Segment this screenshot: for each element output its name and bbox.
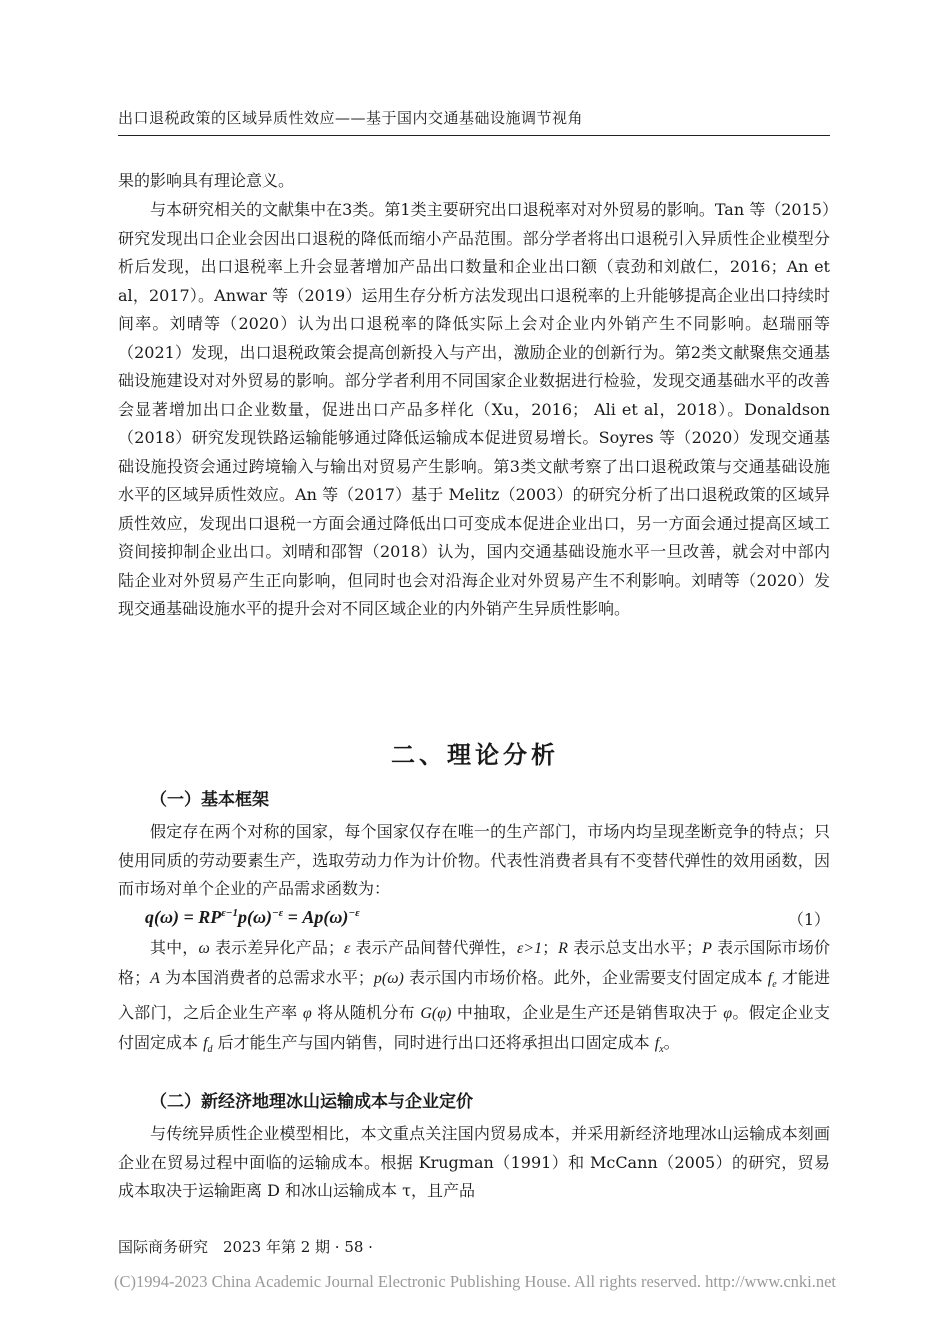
- paragraph-iceberg-cost: 与传统异质性企业模型相比，本文重点关注国内贸易成本，并采用新经济地理冰山运输成本刻画企业在贸易过程中面临的运输成本。根据 Krugman（1991）和 McCann（2005）的研究，贸易成本取决于运输距离 D 和冰山运输成本 τ，且产品: [118, 1124, 830, 1200]
- paragraph-assumptions: 假定存在两个对称的国家，每个国家仅存在唯一的生产部门，市场内均呈现垄断竞争的特点；只使用同质的劳动要素生产，选取劳动力作为计价物。代表性消费者具有不变替代弹性的效用函数，因而市场对单个企业的产品需求函数为：: [118, 822, 830, 898]
- paragraph-continuation: 果的影响具有理论意义。: [118, 171, 295, 190]
- subsection-title-basic-framework: （一）基本框架: [150, 790, 269, 810]
- demand-equation: [145, 907, 830, 928]
- copyright-watermark: (C)1994-2023 China Academic Journal Electronic Publishing House. All rights reserved. http://www.cnki.net: [113, 1272, 837, 1291]
- page-footer: 国际商务研究 2023 年第 2 期 · 58 ·: [118, 1238, 373, 1256]
- running-head-title: 出口退税政策的区域异质性效应——基于国内交通基础设施调节视角: [118, 109, 584, 127]
- section-title-theory: 二、理论分析: [391, 741, 559, 769]
- paragraph-literature-review: 与本研究相关的文献集中在3类。第1类主要研究出口退税率对对外贸易的影响。Tan 等（2015）研究发现出口企业会因出口退税的降低而缩小产品范围。部分学者将出口退税引入异质性企业模型分析后发现，出口退税率上升会显著增加产品出口数量和企业出口额（袁劲和刘啟仁，2016；An et al，2017）。Anwar 等（2019）运用生存分析方法发现出口退税率的上升能够提高企业出口持续时间率。刘晴等（2020）认为出口退税率的降低实际上会对企业内外销产生不同影响。赵瑞丽等（2021）发现，出口退税政策会提高创新投入与产出，激励企业的创新行为。第2类文献聚焦交通基础设施建设对对外贸易的影响。部分学者利用不同国家企业数据进行检验，发现交通基础水平的改善会显著增加出口企业数量，促进出口产品多样化（Xu，2016； Ali et al，2018）。Donaldson（2018）研究发现铁路运输能够通过降低运输成本促进贸易增长。Soyres 等（2020）发现交通基础设施投资会通过跨境输入与输出对贸易产生影响。第3类文献考察了出口退税政策与交通基础设施水平的区域异质性效应。An 等（2017）基于 Melitz（2003）的研究分析了出口退税政策的区域异质性效应，发现出口退税一方面会通过降低出口可变成本促进企业出口，另一方面会通过提高区域工资间接抑制企业出口。刘晴和邵智（2018）认为，国内交通基础设施水平一旦改善，就会对中部内陆企业对外贸易产生正向影响，但同时也会对沿海企业对外贸易产生不利影响。刘晴等（2020）发现交通基础设施水平的提升会对不同区域企业的内外销产生异质性影响。: [118, 200, 830, 618]
- equation-number: （1）: [787, 910, 830, 929]
- paragraph-variable-definitions: 其中，ω 表示差异化产品；ε 表示产品间替代弹性，ε>1；R 表示总支出水平；P 表示国际市场价格；A 为本国消费者的总需求水平；p(ω) 表示国内市场价格。此外，企业需要支付固定成本 $f_e$ 才能进入部门，之后企业生产率 φ 将从随机分布 G(φ) 中抽取，企业是生产还是销售取决于 φ。假定企业支付固定成本 $f_d$ 后才能生产与国内销售，同时进行出口还将承担出口固定成本 $f_x$。: [118, 938, 830, 1055]
- header-divider: [118, 135, 830, 136]
- subsection-title-iceberg-cost: （二）新经济地理冰山运输成本与企业定价: [150, 1092, 473, 1112]
- equation-body: $q(\omega) = RP^{\varepsilon-1}p(\omega)^{-\varepsilon} = Ap(\omega)^{-\varepsilon}$: [145, 907, 360, 927]
